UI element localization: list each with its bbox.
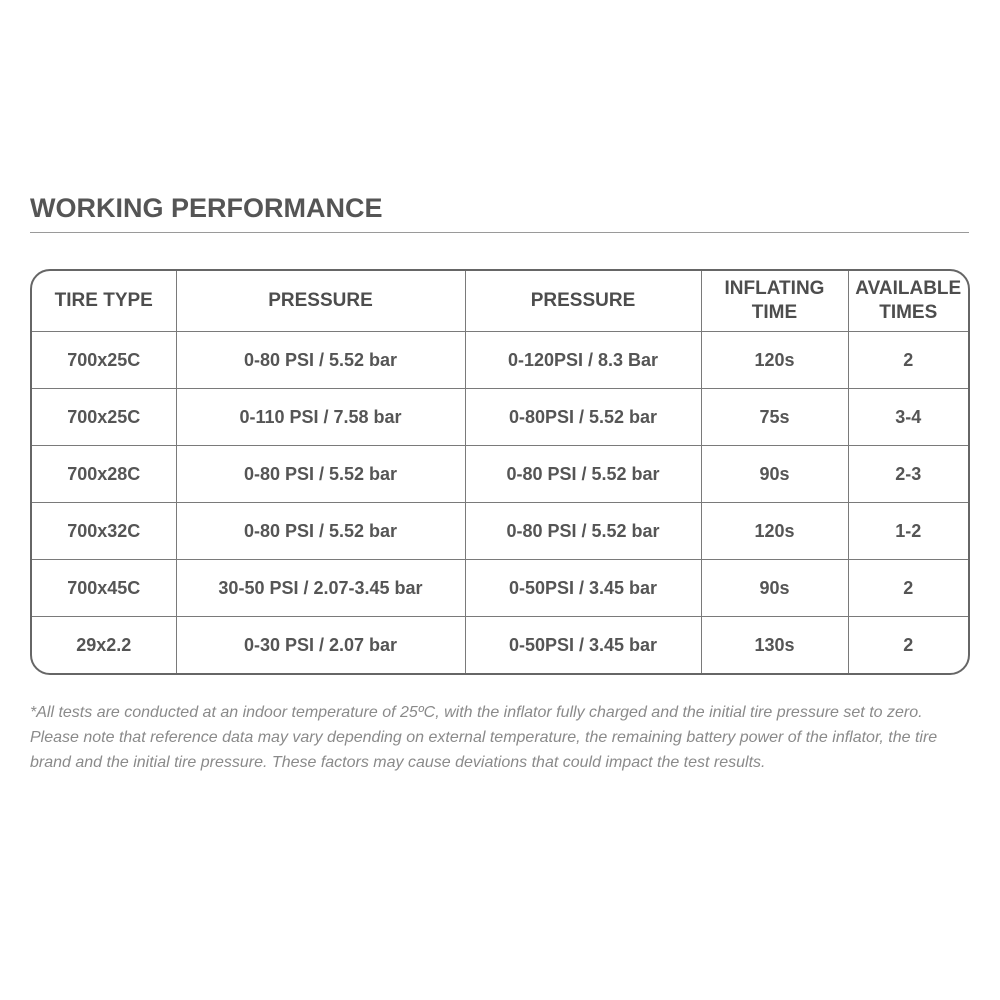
- cell-available-times: 3-4: [848, 389, 968, 446]
- cell-pressure: 0-80 PSI / 5.52 bar: [176, 503, 465, 560]
- cell-pressure: 0-80 PSI / 5.52 bar: [176, 332, 465, 389]
- cell-tire-type: 700x28C: [32, 446, 176, 503]
- test-conditions-footnote: *All tests are conducted at an indoor temperature of 25ºC, with the inflator fully charged and the initial tire pressure set to zero. Please note that reference data may vary depending on external temperature, the remaining battery power of the inflator, the tire brand and the initial tire pressure. These factors may cause deviations that could impact the test results.: [30, 704, 938, 771]
- cell-tire-type: 29x2.2: [32, 617, 176, 674]
- cell-inflating-time: 130s: [701, 617, 848, 674]
- cell-available-times: 1-2: [848, 503, 968, 560]
- header-inflating-time: INFLATING TIME: [701, 271, 848, 332]
- section-title: WORKING PERFORMANCE: [30, 193, 383, 223]
- cell-available-times: 2: [903, 634, 914, 655]
- cell-tire-type: 700x25C: [32, 389, 176, 446]
- cell-inflating-time: 75s: [701, 389, 848, 446]
- cell-pressure: 0-80PSI / 5.52 bar: [465, 389, 701, 446]
- cell-pressure: 0-80 PSI / 5.52 bar: [465, 503, 701, 560]
- header-tire-type: TIRE TYPE: [32, 271, 176, 332]
- cell-pressure: 0-50PSI / 3.45 bar: [465, 617, 701, 674]
- cell-available-times: 2-3: [848, 446, 968, 503]
- performance-table: [32, 271, 968, 673]
- cell-inflating-time: 120s: [701, 332, 848, 389]
- cell-pressure: 0-80 PSI / 5.52 bar: [176, 446, 465, 503]
- cell-available-times: 2: [848, 332, 968, 389]
- table-row: [32, 389, 968, 446]
- header-pressure-recommended: PRESSURE: [176, 271, 465, 332]
- cell-tire-type: 700x45C: [32, 560, 176, 617]
- cell-pressure: 0-80 PSI / 5.52 bar: [465, 446, 701, 503]
- cell-tire-type: 700x32C: [32, 503, 176, 560]
- table-header-row: [32, 271, 968, 332]
- cell-pressure: 0-30 PSI / 2.07 bar: [176, 617, 465, 674]
- table-row: [32, 617, 968, 674]
- header-available-times: AVAILABLE TIMES: [848, 271, 968, 332]
- cell-tire-type: 700x25C: [32, 332, 176, 389]
- performance-table-container: [30, 269, 970, 675]
- cell-pressure: 0-110 PSI / 7.58 bar: [176, 389, 465, 446]
- cell-pressure: 0-120PSI / 8.3 Bar: [465, 332, 701, 389]
- table-row: [32, 560, 968, 617]
- table-row: [32, 503, 968, 560]
- header-pressure-max: PRESSURE: [465, 271, 701, 332]
- cell-inflating-time: 120s: [701, 503, 848, 560]
- table-row: [32, 446, 968, 503]
- cell-pressure: 30-50 PSI / 2.07-3.45 bar: [176, 560, 465, 617]
- table-row: [32, 332, 968, 389]
- cell-available-times: 2: [848, 560, 968, 617]
- cell-pressure: 0-50PSI / 3.45 bar: [465, 560, 701, 617]
- cell-inflating-time: 90s: [701, 446, 848, 503]
- cell-inflating-time: 90s: [701, 560, 848, 617]
- title-divider: [30, 232, 969, 233]
